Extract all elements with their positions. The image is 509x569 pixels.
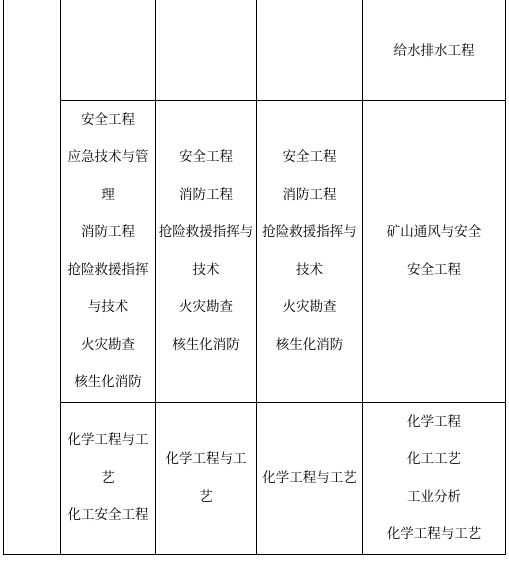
table-cell xyxy=(156,0,257,101)
major-name: 核生化消防 xyxy=(275,336,344,353)
major-name: 消防工程 xyxy=(81,224,135,240)
major-name: 给水排水工程 xyxy=(393,43,475,60)
table-cell xyxy=(257,403,363,555)
table-cell xyxy=(156,403,257,555)
major-name: 抢险救援指挥与技术 xyxy=(158,224,254,278)
table-cell xyxy=(363,101,506,403)
table-row xyxy=(4,0,506,101)
major-name: 火灾勘查 xyxy=(179,299,233,315)
major-name: 化工工艺 xyxy=(407,451,461,467)
row-header-cell xyxy=(4,0,61,555)
table-cell xyxy=(257,0,363,101)
major-name: 核生化消防 xyxy=(172,336,240,353)
major-name: 消防工程 xyxy=(179,186,233,203)
table-cell xyxy=(61,403,156,555)
table-cell xyxy=(61,101,156,403)
major-name: 安全工程 xyxy=(407,261,461,278)
table-row xyxy=(4,403,506,555)
major-name: 化学工程与工艺 xyxy=(262,469,357,486)
table-row xyxy=(4,101,506,403)
major-name: 工业分析 xyxy=(407,488,461,505)
major-name: 消防工程 xyxy=(282,186,337,203)
table-cell xyxy=(61,0,156,101)
major-name: 矿山通风与安全 xyxy=(386,224,482,240)
table-cell xyxy=(363,0,506,101)
major-name: 安全工程 xyxy=(81,111,135,128)
majors-table xyxy=(3,0,506,555)
major-name: 安全工程 xyxy=(179,149,233,165)
table-cell xyxy=(363,403,506,555)
table-cell xyxy=(156,101,257,403)
major-name: 火灾勘查 xyxy=(282,299,337,315)
major-name: 化学工程 xyxy=(407,413,461,430)
major-name: 核生化消防 xyxy=(74,374,142,390)
major-name: 抢险救援指挥与技术 xyxy=(262,224,357,278)
major-name: 应急技术与管理 xyxy=(67,149,149,203)
table-cell xyxy=(257,101,363,403)
major-name: 火灾勘查 xyxy=(81,336,135,353)
major-name: 抢险救援指挥与技术 xyxy=(67,261,149,315)
major-name: 化学工程与工艺 xyxy=(386,526,482,542)
major-name: 化工安全工程 xyxy=(67,507,149,524)
major-name: 化学工程与工艺 xyxy=(67,432,149,486)
major-name: 化学工程与工艺 xyxy=(165,451,247,505)
major-name: 安全工程 xyxy=(282,149,337,165)
